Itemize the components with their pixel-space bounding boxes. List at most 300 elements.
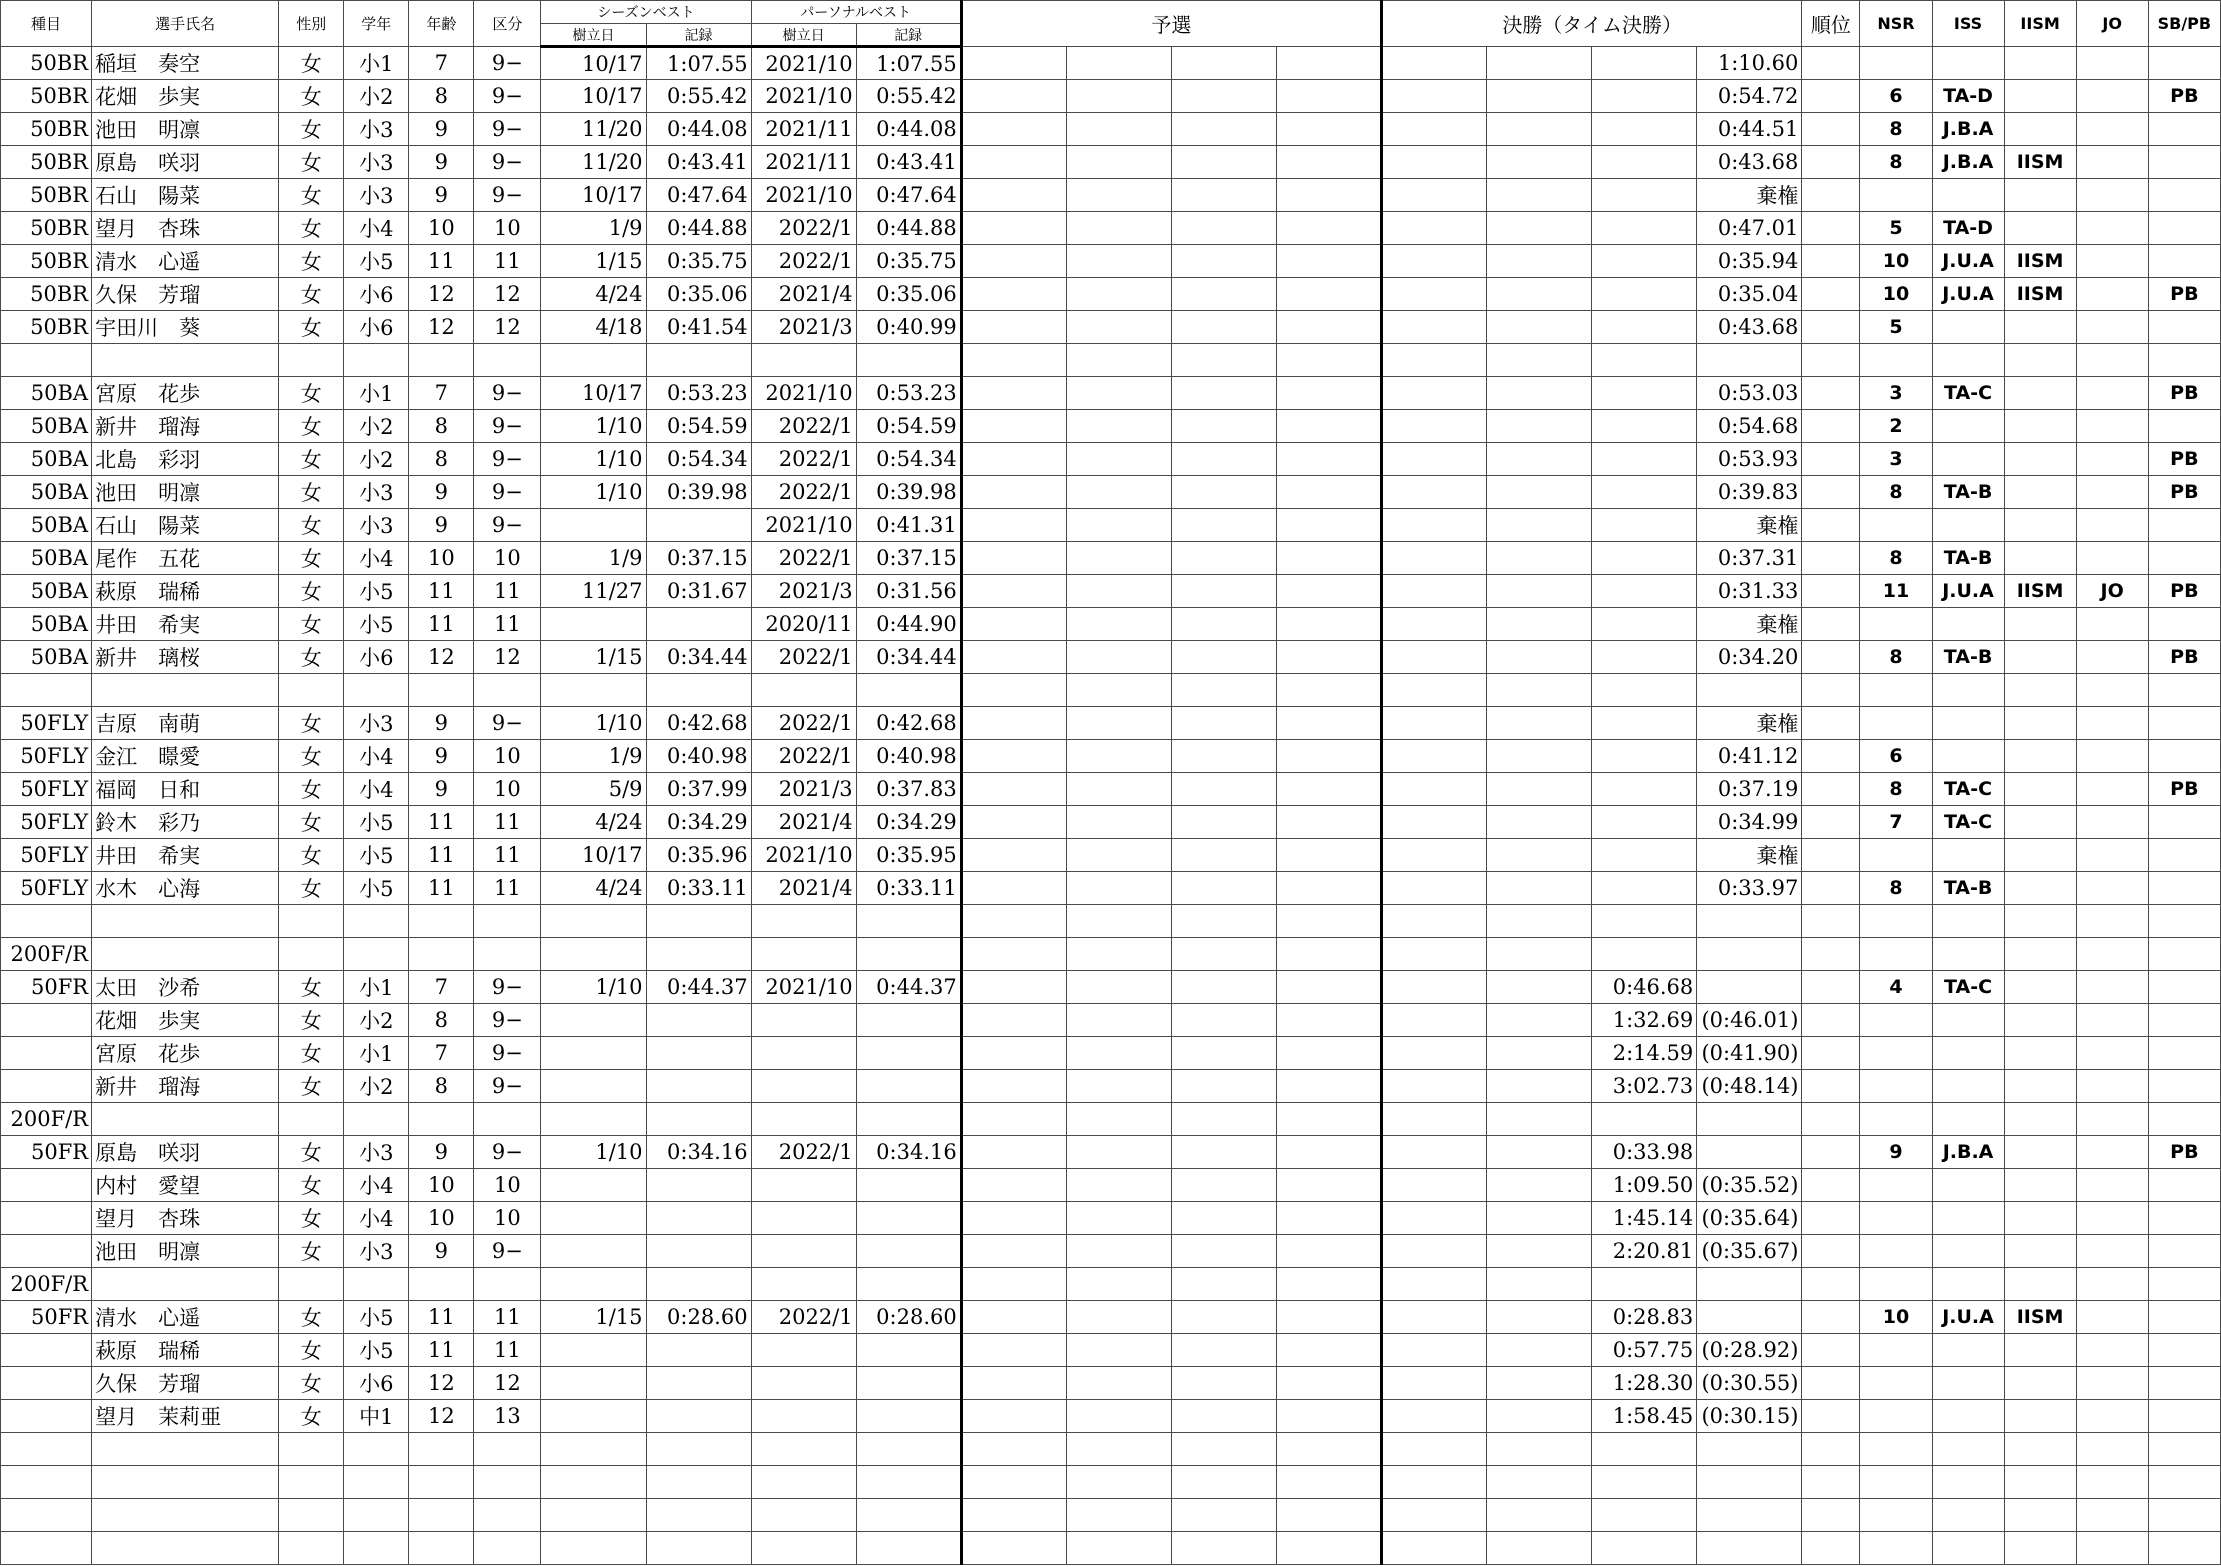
prelim-cell-2[interactable] — [1066, 377, 1171, 410]
final-cell-1[interactable] — [1382, 839, 1487, 872]
personal-best-date-cell[interactable]: 2021/3 — [751, 311, 856, 344]
age-cell[interactable]: 11 — [409, 1334, 474, 1367]
season-best-record-cell[interactable] — [646, 1268, 751, 1301]
prelim-cell-3[interactable] — [1171, 311, 1276, 344]
swimmer-name-cell[interactable]: 吉原 南萌 — [92, 707, 279, 740]
iss-cell[interactable] — [1932, 344, 2004, 377]
sbpb-cell[interactable] — [2148, 905, 2220, 938]
event-cell[interactable]: 50FLY — [1, 806, 92, 839]
age-cell[interactable]: 8 — [409, 1070, 474, 1103]
division-cell[interactable]: 9− — [474, 971, 541, 1004]
season-best-record-cell[interactable]: 0:37.99 — [646, 773, 751, 806]
jo-cell[interactable] — [2076, 1433, 2148, 1466]
personal-best-date-cell[interactable]: 2021/11 — [751, 113, 856, 146]
prelim-cell-1[interactable] — [961, 1070, 1066, 1103]
nsr-cell[interactable]: 4 — [1860, 971, 1932, 1004]
personal-best-date-cell[interactable] — [751, 1235, 856, 1268]
division-cell[interactable]: 9− — [474, 1136, 541, 1169]
rank-cell[interactable] — [1802, 608, 1860, 641]
personal-best-record-cell[interactable]: 0:44.37 — [856, 971, 961, 1004]
sex-cell[interactable]: 女 — [279, 1334, 344, 1367]
prelim-cell-4[interactable] — [1276, 1004, 1381, 1037]
grade-cell[interactable]: 小4 — [344, 542, 409, 575]
age-cell[interactable]: 9 — [409, 113, 474, 146]
season-best-date-cell[interactable]: 11/20 — [541, 146, 646, 179]
final-split-cell[interactable] — [1697, 1301, 1802, 1334]
event-cell[interactable]: 50BA — [1, 575, 92, 608]
event-cell[interactable]: 50BR — [1, 311, 92, 344]
jo-cell[interactable] — [2076, 245, 2148, 278]
swimmer-name-cell[interactable]: 清水 心遥 — [92, 1301, 279, 1334]
grade-cell[interactable]: 小5 — [344, 839, 409, 872]
final-cell-1[interactable] — [1382, 410, 1487, 443]
jo-cell[interactable]: JO — [2076, 575, 2148, 608]
grade-cell[interactable]: 小6 — [344, 278, 409, 311]
nsr-cell[interactable]: 11 — [1860, 575, 1932, 608]
event-cell[interactable]: 50BA — [1, 443, 92, 476]
personal-best-record-cell[interactable]: 0:41.31 — [856, 509, 961, 542]
personal-best-date-cell[interactable] — [751, 1103, 856, 1136]
grade-cell[interactable]: 小3 — [344, 707, 409, 740]
final-split-cell[interactable] — [1697, 1466, 1802, 1499]
final-cell-2[interactable] — [1487, 344, 1592, 377]
swimmer-name-cell[interactable]: 宮原 花歩 — [92, 1037, 279, 1070]
sbpb-cell[interactable] — [2148, 113, 2220, 146]
iss-cell[interactable] — [1932, 1169, 2004, 1202]
sex-cell[interactable]: 女 — [279, 1169, 344, 1202]
season-best-date-cell[interactable]: 10/17 — [541, 377, 646, 410]
iism-cell[interactable] — [2004, 707, 2076, 740]
swimmer-name-cell[interactable]: 池田 明凛 — [92, 476, 279, 509]
event-cell[interactable]: 50FLY — [1, 707, 92, 740]
iss-cell[interactable]: J.U.A — [1932, 1301, 2004, 1334]
event-cell[interactable] — [1, 1202, 92, 1235]
division-cell[interactable]: 12 — [474, 311, 541, 344]
final-time-cell[interactable]: 0:46.68 — [1592, 971, 1697, 1004]
prelim-cell-4[interactable] — [1276, 773, 1381, 806]
personal-best-date-cell[interactable] — [751, 1532, 856, 1565]
final-cell-2[interactable] — [1487, 1433, 1592, 1466]
iism-cell[interactable] — [2004, 641, 2076, 674]
division-cell[interactable]: 9− — [474, 47, 541, 80]
prelim-cell-3[interactable] — [1171, 773, 1276, 806]
personal-best-date-cell[interactable] — [751, 1202, 856, 1235]
iism-cell[interactable]: IISM — [2004, 146, 2076, 179]
rank-cell[interactable] — [1802, 410, 1860, 443]
swimmer-name-cell[interactable]: 萩原 瑞稀 — [92, 1334, 279, 1367]
division-cell[interactable]: 9− — [474, 410, 541, 443]
season-best-date-cell[interactable] — [541, 1268, 646, 1301]
final-time-cell[interactable]: 2:20.81 — [1592, 1235, 1697, 1268]
final-cell-1[interactable] — [1382, 1367, 1487, 1400]
event-cell[interactable]: 50FLY — [1, 740, 92, 773]
season-best-record-cell[interactable] — [646, 1466, 751, 1499]
iism-cell[interactable] — [2004, 113, 2076, 146]
event-cell[interactable] — [1, 1499, 92, 1532]
final-cell-2[interactable] — [1487, 608, 1592, 641]
rank-cell[interactable] — [1802, 575, 1860, 608]
prelim-cell-1[interactable] — [961, 707, 1066, 740]
iism-cell[interactable] — [2004, 1367, 2076, 1400]
prelim-cell-1[interactable] — [961, 476, 1066, 509]
final-split-cell[interactable]: (0:28.92) — [1697, 1334, 1802, 1367]
iism-cell[interactable] — [2004, 80, 2076, 113]
grade-cell[interactable]: 中1 — [344, 1400, 409, 1433]
prelim-cell-3[interactable] — [1171, 80, 1276, 113]
season-best-record-cell[interactable]: 0:31.67 — [646, 575, 751, 608]
prelim-cell-4[interactable] — [1276, 245, 1381, 278]
final-split-cell[interactable] — [1697, 971, 1802, 1004]
event-cell[interactable] — [1, 1037, 92, 1070]
final-time-cell[interactable] — [1592, 575, 1697, 608]
final-cell-1[interactable] — [1382, 707, 1487, 740]
personal-best-record-cell[interactable]: 0:35.95 — [856, 839, 961, 872]
nsr-cell[interactable]: 8 — [1860, 641, 1932, 674]
iism-cell[interactable] — [2004, 476, 2076, 509]
division-cell[interactable]: 9− — [474, 146, 541, 179]
event-cell[interactable]: 50FLY — [1, 773, 92, 806]
rank-cell[interactable] — [1802, 1499, 1860, 1532]
prelim-cell-1[interactable] — [961, 1202, 1066, 1235]
iism-cell[interactable] — [2004, 1037, 2076, 1070]
age-cell[interactable]: 9 — [409, 509, 474, 542]
division-cell[interactable]: 9− — [474, 1004, 541, 1037]
age-cell[interactable] — [409, 1532, 474, 1565]
final-split-cell[interactable]: (0:35.64) — [1697, 1202, 1802, 1235]
season-best-date-cell[interactable] — [541, 1400, 646, 1433]
prelim-cell-4[interactable] — [1276, 344, 1381, 377]
iss-cell[interactable]: TA-B — [1932, 542, 2004, 575]
iism-cell[interactable] — [2004, 971, 2076, 1004]
prelim-cell-3[interactable] — [1171, 344, 1276, 377]
season-best-record-cell[interactable]: 0:54.34 — [646, 443, 751, 476]
iism-cell[interactable] — [2004, 872, 2076, 905]
jo-cell[interactable] — [2076, 377, 2148, 410]
jo-cell[interactable] — [2076, 113, 2148, 146]
sbpb-cell[interactable] — [2148, 806, 2220, 839]
prelim-cell-4[interactable] — [1276, 575, 1381, 608]
iss-cell[interactable] — [1932, 1433, 2004, 1466]
final-cell-1[interactable] — [1382, 443, 1487, 476]
sbpb-cell[interactable]: PB — [2148, 443, 2220, 476]
age-cell[interactable] — [409, 938, 474, 971]
event-cell[interactable]: 50BR — [1, 47, 92, 80]
iism-cell[interactable]: IISM — [2004, 278, 2076, 311]
season-best-record-cell[interactable] — [646, 1037, 751, 1070]
personal-best-record-cell[interactable]: 0:31.56 — [856, 575, 961, 608]
division-cell[interactable] — [474, 1532, 541, 1565]
age-cell[interactable]: 8 — [409, 80, 474, 113]
iism-cell[interactable] — [2004, 1532, 2076, 1565]
prelim-cell-2[interactable] — [1066, 773, 1171, 806]
prelim-cell-3[interactable] — [1171, 377, 1276, 410]
iism-cell[interactable] — [2004, 1004, 2076, 1037]
prelim-cell-4[interactable] — [1276, 1169, 1381, 1202]
final-cell-2[interactable] — [1487, 1169, 1592, 1202]
personal-best-record-cell[interactable]: 0:54.59 — [856, 410, 961, 443]
prelim-cell-1[interactable] — [961, 1466, 1066, 1499]
event-cell[interactable]: 50BR — [1, 245, 92, 278]
season-best-date-cell[interactable]: 10/17 — [541, 839, 646, 872]
final-cell-2[interactable] — [1487, 1037, 1592, 1070]
sbpb-cell[interactable] — [2148, 938, 2220, 971]
jo-cell[interactable] — [2076, 1532, 2148, 1565]
final-cell-2[interactable] — [1487, 938, 1592, 971]
final-cell-2[interactable] — [1487, 443, 1592, 476]
swimmer-name-cell[interactable]: 望月 杏珠 — [92, 1202, 279, 1235]
jo-cell[interactable] — [2076, 740, 2148, 773]
personal-best-date-cell[interactable]: 2021/4 — [751, 806, 856, 839]
prelim-cell-1[interactable] — [961, 938, 1066, 971]
season-best-date-cell[interactable] — [541, 1499, 646, 1532]
sex-cell[interactable] — [279, 1532, 344, 1565]
sex-cell[interactable]: 女 — [279, 1202, 344, 1235]
age-cell[interactable]: 10 — [409, 212, 474, 245]
prelim-cell-3[interactable] — [1171, 1499, 1276, 1532]
prelim-cell-4[interactable] — [1276, 707, 1381, 740]
season-best-date-cell[interactable]: 1/10 — [541, 476, 646, 509]
swimmer-name-cell[interactable]: 原島 咲羽 — [92, 1136, 279, 1169]
personal-best-date-cell[interactable] — [751, 1004, 856, 1037]
grade-cell[interactable] — [344, 1532, 409, 1565]
age-cell[interactable]: 7 — [409, 971, 474, 1004]
grade-cell[interactable]: 小2 — [344, 80, 409, 113]
final-split-cell[interactable]: 0:53.03 — [1697, 377, 1802, 410]
personal-best-record-cell[interactable]: 0:53.23 — [856, 377, 961, 410]
final-time-cell[interactable] — [1592, 212, 1697, 245]
final-time-cell[interactable] — [1592, 938, 1697, 971]
age-cell[interactable]: 12 — [409, 1367, 474, 1400]
sbpb-cell[interactable] — [2148, 1367, 2220, 1400]
swimmer-name-cell[interactable]: 井田 希実 — [92, 608, 279, 641]
prelim-cell-3[interactable] — [1171, 641, 1276, 674]
iss-cell[interactable] — [1932, 179, 2004, 212]
prelim-cell-4[interactable] — [1276, 971, 1381, 1004]
iss-cell[interactable] — [1932, 1202, 2004, 1235]
season-best-record-cell[interactable]: 0:40.98 — [646, 740, 751, 773]
nsr-cell[interactable] — [1860, 839, 1932, 872]
final-cell-1[interactable] — [1382, 872, 1487, 905]
event-cell[interactable]: 50FR — [1, 1301, 92, 1334]
season-best-date-cell[interactable]: 1/9 — [541, 542, 646, 575]
nsr-cell[interactable]: 10 — [1860, 278, 1932, 311]
final-cell-1[interactable] — [1382, 641, 1487, 674]
sbpb-cell[interactable] — [2148, 1532, 2220, 1565]
final-cell-1[interactable] — [1382, 674, 1487, 707]
jo-cell[interactable] — [2076, 1301, 2148, 1334]
prelim-cell-1[interactable] — [961, 146, 1066, 179]
jo-cell[interactable] — [2076, 1037, 2148, 1070]
prelim-cell-3[interactable] — [1171, 1334, 1276, 1367]
final-split-cell[interactable]: 0:33.97 — [1697, 872, 1802, 905]
sex-cell[interactable]: 女 — [279, 113, 344, 146]
personal-best-date-cell[interactable] — [751, 1169, 856, 1202]
grade-cell[interactable]: 小5 — [344, 575, 409, 608]
season-best-date-cell[interactable] — [541, 938, 646, 971]
final-split-cell[interactable]: (0:35.67) — [1697, 1235, 1802, 1268]
personal-best-record-cell[interactable]: 0:37.15 — [856, 542, 961, 575]
iss-cell[interactable] — [1932, 707, 2004, 740]
age-cell[interactable] — [409, 905, 474, 938]
prelim-cell-3[interactable] — [1171, 839, 1276, 872]
sbpb-cell[interactable] — [2148, 1070, 2220, 1103]
nsr-cell[interactable] — [1860, 905, 1932, 938]
prelim-cell-3[interactable] — [1171, 608, 1276, 641]
prelim-cell-4[interactable] — [1276, 80, 1381, 113]
nsr-cell[interactable] — [1860, 1037, 1932, 1070]
rank-cell[interactable] — [1802, 146, 1860, 179]
sex-cell[interactable]: 女 — [279, 806, 344, 839]
sbpb-cell[interactable] — [2148, 212, 2220, 245]
season-best-record-cell[interactable]: 0:44.37 — [646, 971, 751, 1004]
jo-cell[interactable] — [2076, 146, 2148, 179]
sbpb-cell[interactable] — [2148, 344, 2220, 377]
final-time-cell[interactable] — [1592, 1268, 1697, 1301]
prelim-cell-3[interactable] — [1171, 971, 1276, 1004]
prelim-cell-1[interactable] — [961, 806, 1066, 839]
jo-cell[interactable] — [2076, 278, 2148, 311]
nsr-cell[interactable]: 8 — [1860, 113, 1932, 146]
sex-cell[interactable] — [279, 1433, 344, 1466]
iism-cell[interactable] — [2004, 839, 2076, 872]
grade-cell[interactable] — [344, 1466, 409, 1499]
sex-cell[interactable]: 女 — [279, 47, 344, 80]
swimmer-name-cell[interactable]: 新井 瑠海 — [92, 410, 279, 443]
season-best-date-cell[interactable] — [541, 509, 646, 542]
grade-cell[interactable]: 小2 — [344, 443, 409, 476]
prelim-cell-1[interactable] — [961, 674, 1066, 707]
jo-cell[interactable] — [2076, 1070, 2148, 1103]
swimmer-name-cell[interactable]: 井田 希実 — [92, 839, 279, 872]
prelim-cell-4[interactable] — [1276, 443, 1381, 476]
iss-cell[interactable]: J.B.A — [1932, 1136, 2004, 1169]
final-split-cell[interactable] — [1697, 1499, 1802, 1532]
grade-cell[interactable]: 小5 — [344, 872, 409, 905]
iss-cell[interactable]: J.U.A — [1932, 245, 2004, 278]
final-cell-1[interactable] — [1382, 806, 1487, 839]
grade-cell[interactable]: 小3 — [344, 179, 409, 212]
rank-cell[interactable] — [1802, 1004, 1860, 1037]
age-cell[interactable]: 11 — [409, 806, 474, 839]
prelim-cell-3[interactable] — [1171, 1268, 1276, 1301]
final-split-cell[interactable]: (0:30.15) — [1697, 1400, 1802, 1433]
personal-best-record-cell[interactable] — [856, 1334, 961, 1367]
event-cell[interactable]: 50BR — [1, 278, 92, 311]
season-best-date-cell[interactable]: 1/10 — [541, 1136, 646, 1169]
sbpb-cell[interactable] — [2148, 740, 2220, 773]
sbpb-cell[interactable] — [2148, 146, 2220, 179]
final-split-cell[interactable]: 0:47.01 — [1697, 212, 1802, 245]
swimmer-name-cell[interactable]: 金江 暻愛 — [92, 740, 279, 773]
prelim-cell-1[interactable] — [961, 542, 1066, 575]
personal-best-record-cell[interactable]: 0:34.44 — [856, 641, 961, 674]
division-cell[interactable]: 9− — [474, 476, 541, 509]
sbpb-cell[interactable] — [2148, 1301, 2220, 1334]
sex-cell[interactable]: 女 — [279, 971, 344, 1004]
personal-best-record-cell[interactable]: 0:34.29 — [856, 806, 961, 839]
division-cell[interactable]: 13 — [474, 1400, 541, 1433]
final-split-cell[interactable]: 0:53.93 — [1697, 443, 1802, 476]
sbpb-cell[interactable] — [2148, 1037, 2220, 1070]
nsr-cell[interactable] — [1860, 608, 1932, 641]
final-cell-1[interactable] — [1382, 245, 1487, 278]
age-cell[interactable]: 12 — [409, 278, 474, 311]
final-time-cell[interactable] — [1592, 47, 1697, 80]
jo-cell[interactable] — [2076, 1004, 2148, 1037]
final-time-cell[interactable] — [1592, 1499, 1697, 1532]
age-cell[interactable]: 12 — [409, 1400, 474, 1433]
prelim-cell-1[interactable] — [961, 773, 1066, 806]
jo-cell[interactable] — [2076, 1334, 2148, 1367]
prelim-cell-2[interactable] — [1066, 740, 1171, 773]
prelim-cell-2[interactable] — [1066, 509, 1171, 542]
final-split-cell[interactable] — [1697, 1433, 1802, 1466]
division-cell[interactable]: 10 — [474, 1169, 541, 1202]
swimmer-name-cell[interactable] — [92, 1433, 279, 1466]
final-cell-2[interactable] — [1487, 740, 1592, 773]
iism-cell[interactable] — [2004, 509, 2076, 542]
swimmer-name-cell[interactable]: 原島 咲羽 — [92, 146, 279, 179]
swimmer-name-cell[interactable]: 内村 愛望 — [92, 1169, 279, 1202]
final-time-cell[interactable] — [1592, 542, 1697, 575]
personal-best-record-cell[interactable]: 0:40.99 — [856, 311, 961, 344]
prelim-cell-3[interactable] — [1171, 443, 1276, 476]
prelim-cell-2[interactable] — [1066, 1169, 1171, 1202]
iism-cell[interactable] — [2004, 377, 2076, 410]
personal-best-record-cell[interactable] — [856, 1004, 961, 1037]
age-cell[interactable]: 11 — [409, 245, 474, 278]
prelim-cell-4[interactable] — [1276, 674, 1381, 707]
division-cell[interactable]: 10 — [474, 773, 541, 806]
iism-cell[interactable] — [2004, 1169, 2076, 1202]
nsr-cell[interactable] — [1860, 179, 1932, 212]
event-cell[interactable]: 200F/R — [1, 1268, 92, 1301]
final-cell-1[interactable] — [1382, 311, 1487, 344]
event-cell[interactable]: 50FR — [1, 1136, 92, 1169]
season-best-record-cell[interactable]: 0:34.29 — [646, 806, 751, 839]
personal-best-date-cell[interactable]: 2021/11 — [751, 146, 856, 179]
nsr-cell[interactable]: 8 — [1860, 542, 1932, 575]
prelim-cell-3[interactable] — [1171, 1466, 1276, 1499]
prelim-cell-4[interactable] — [1276, 1499, 1381, 1532]
prelim-cell-3[interactable] — [1171, 47, 1276, 80]
sex-cell[interactable]: 女 — [279, 1301, 344, 1334]
final-split-cell[interactable]: 0:37.19 — [1697, 773, 1802, 806]
age-cell[interactable]: 11 — [409, 1301, 474, 1334]
nsr-cell[interactable] — [1860, 1367, 1932, 1400]
age-cell[interactable]: 9 — [409, 1235, 474, 1268]
season-best-date-cell[interactable] — [541, 674, 646, 707]
final-time-cell[interactable] — [1592, 773, 1697, 806]
prelim-cell-1[interactable] — [961, 575, 1066, 608]
season-best-date-cell[interactable] — [541, 1433, 646, 1466]
age-cell[interactable]: 9 — [409, 476, 474, 509]
nsr-cell[interactable] — [1860, 707, 1932, 740]
prelim-cell-1[interactable] — [961, 377, 1066, 410]
prelim-cell-1[interactable] — [961, 1433, 1066, 1466]
final-split-cell[interactable]: 棄権 — [1697, 509, 1802, 542]
personal-best-record-cell[interactable] — [856, 1070, 961, 1103]
personal-best-record-cell[interactable]: 0:34.16 — [856, 1136, 961, 1169]
sex-cell[interactable]: 女 — [279, 146, 344, 179]
prelim-cell-4[interactable] — [1276, 1268, 1381, 1301]
personal-best-date-cell[interactable] — [751, 1037, 856, 1070]
prelim-cell-4[interactable] — [1276, 872, 1381, 905]
rank-cell[interactable] — [1802, 674, 1860, 707]
final-cell-1[interactable] — [1382, 476, 1487, 509]
final-time-cell[interactable] — [1592, 872, 1697, 905]
season-best-record-cell[interactable]: 0:33.11 — [646, 872, 751, 905]
